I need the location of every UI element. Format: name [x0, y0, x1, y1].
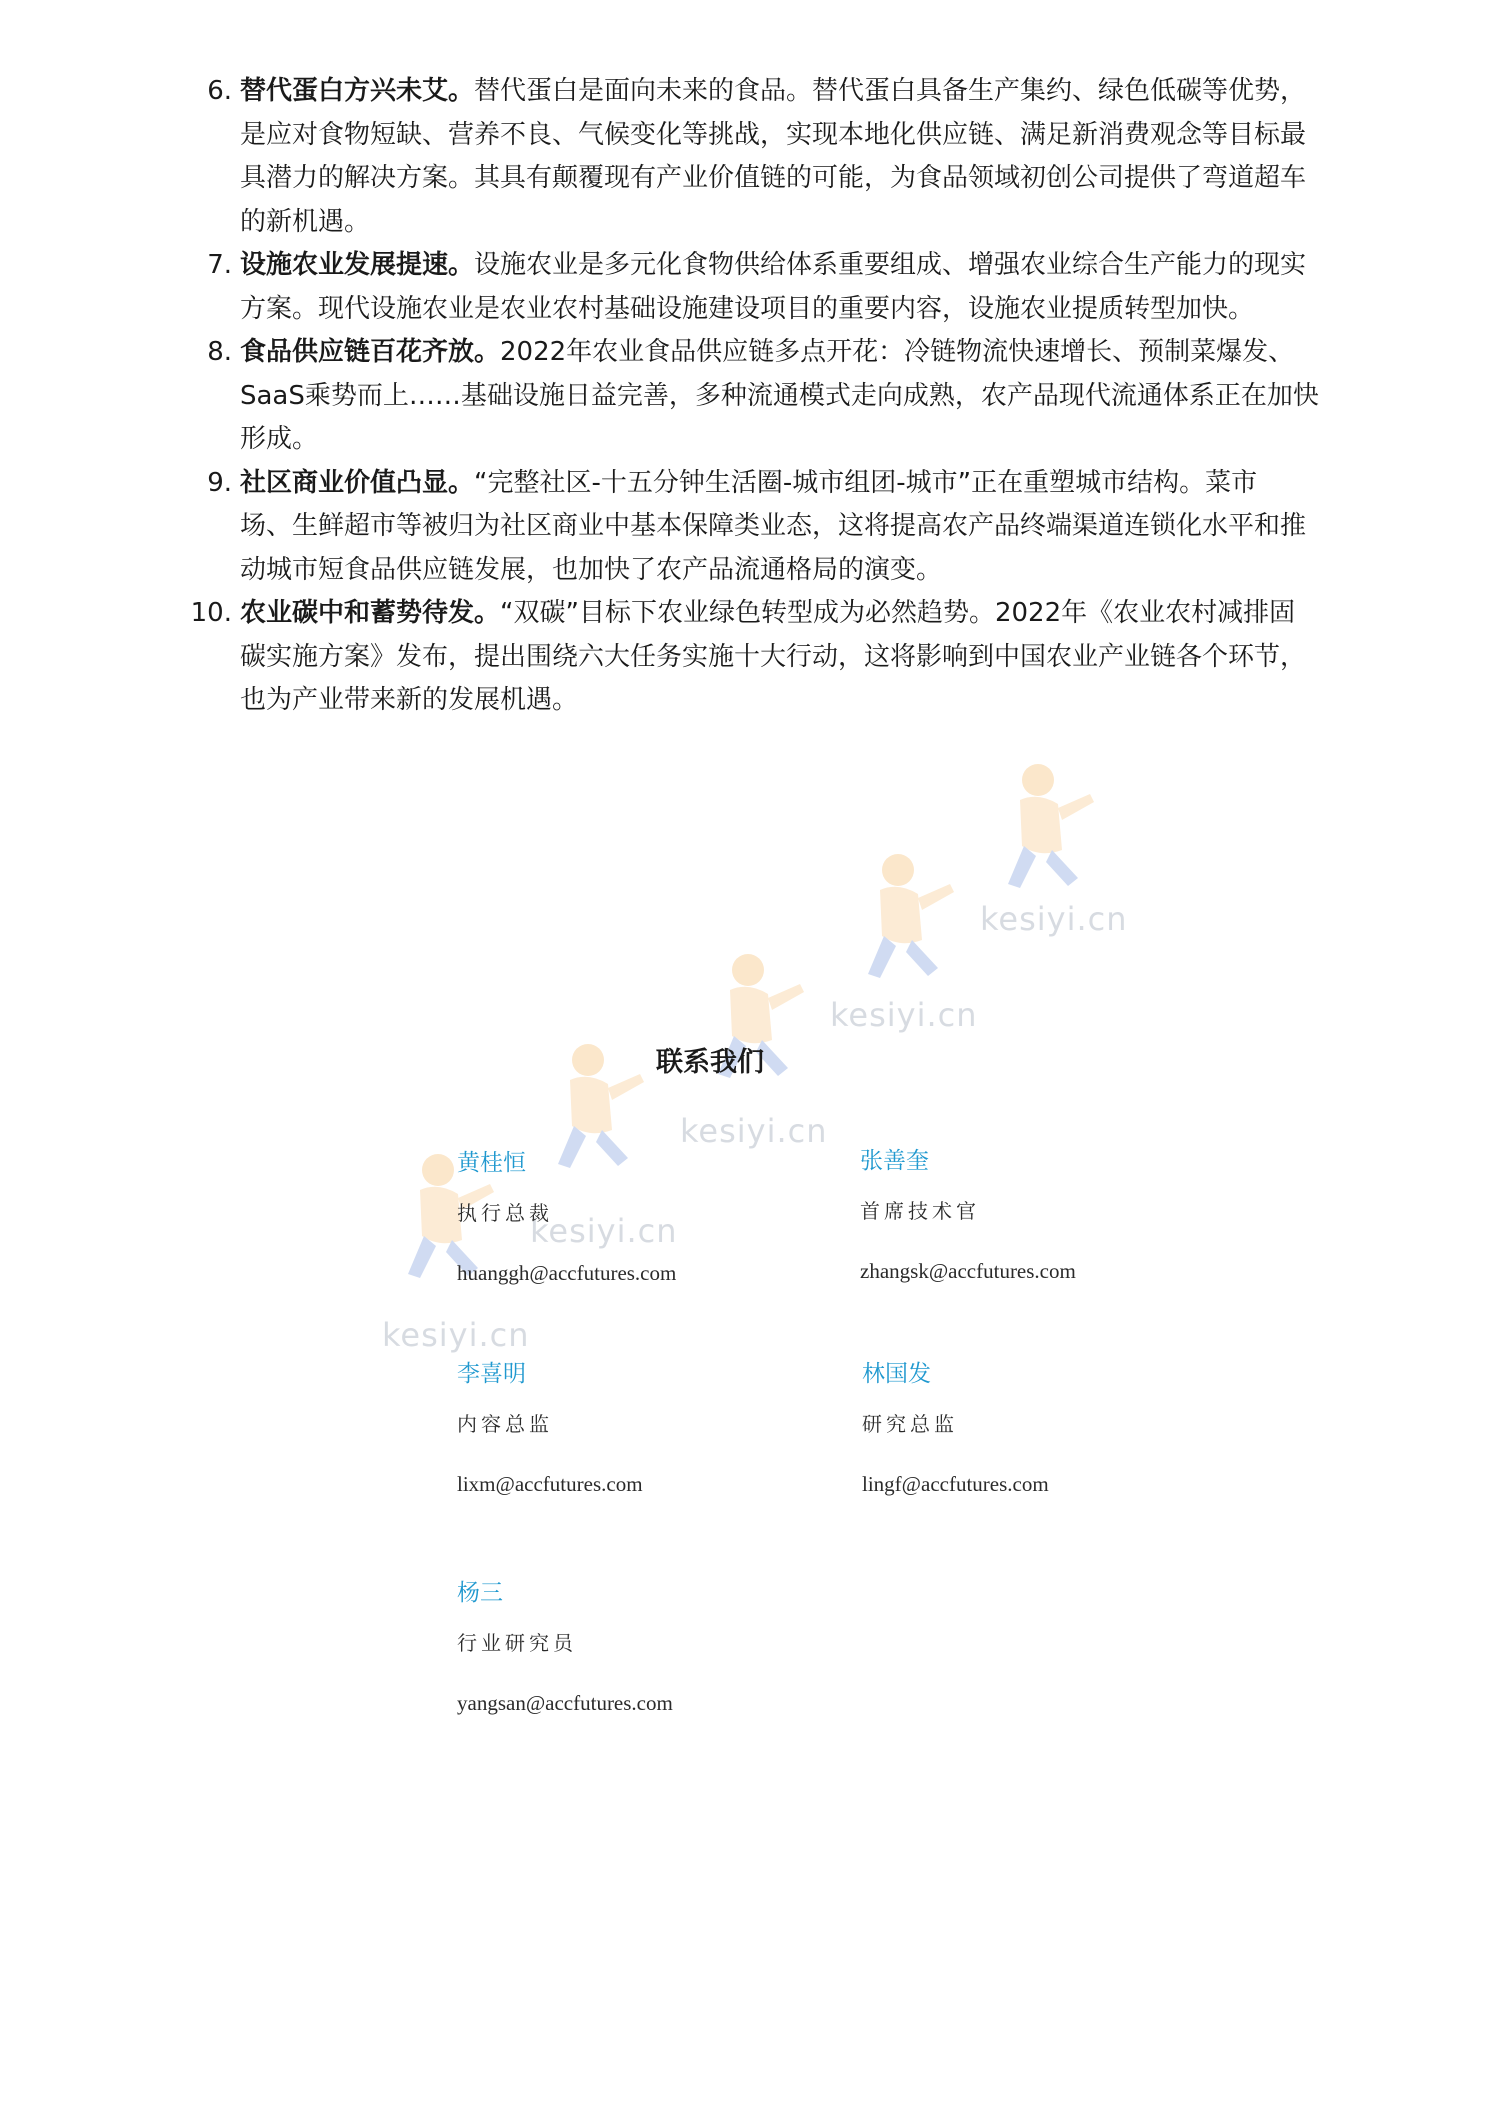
contact-card: [457, 1576, 777, 1718]
contact-name: 李喜明: [457, 1361, 526, 1387]
contact-email[interactable]: yangsan@accfutures.com: [457, 1691, 673, 1715]
list-item-text: 碳实施方案》发布，提出围绕六大任务实施十大行动，这将影响到中国农业产业链各个环节，: [240, 641, 1307, 672]
list-item: [160, 462, 1350, 593]
contact-title: 首席技术官: [860, 1199, 980, 1223]
contact-name: 林国发: [862, 1361, 931, 1387]
contact-email[interactable]: lixm@accfutures.com: [457, 1472, 643, 1496]
list-item-text: 的新机遇。: [240, 206, 371, 237]
contact-heading: 联系我们: [656, 1047, 764, 1078]
list-item-number: 8.: [207, 337, 232, 367]
list-item-number: 10.: [190, 598, 232, 628]
list-item-text: 替代蛋白是面向未来的食品。替代蛋白具备生产集约、绿色低碳等优势，: [474, 76, 1307, 106]
list-item-text: “完整社区-十五分钟生活圈-城市组团-城市”正在重塑城市结构。菜市: [474, 467, 1258, 498]
list-item-text: 形成。: [240, 424, 319, 454]
list-item-text: “双碳”目标下农业绿色转型成为必然趋势。2022年《农业农村减排固: [500, 598, 1296, 628]
list-item-number: 9.: [207, 467, 232, 498]
list-item-text: 设施农业是多元化食物供给体系重要组成、增强农业综合生产能力的现实: [474, 250, 1307, 280]
list-item-number: 6.: [207, 76, 232, 106]
list-item-text: 场、生鲜超市等被归为社区商业中基本保障类业态，这将提高农产品终端渠道连锁化水平和推: [240, 511, 1307, 541]
list-item-title: 设施农业发展提速。: [240, 250, 475, 280]
contact-name: 杨三: [457, 1580, 503, 1606]
list-item-title: 农业碳中和蓄势待发。: [240, 598, 501, 628]
list-item-title: 食品供应链百花齐放。: [240, 337, 501, 367]
list-item: [160, 70, 1350, 244]
list-item: [160, 331, 1350, 462]
watermark-text: kesiyi.cn: [530, 1212, 678, 1250]
list-item: [160, 592, 1350, 723]
contact-card: [860, 1144, 1180, 1286]
watermark-text: kesiyi.cn: [680, 1112, 828, 1150]
watermark-text: kesiyi.cn: [830, 996, 978, 1034]
list-item-text: SaaS乘势而上……基础设施日益完善，多种流通模式走向成熟，农产品现代流通体系正在加快: [240, 380, 1319, 411]
contact-name: 黄桂恒: [457, 1150, 526, 1176]
watermark-text: kesiyi.cn: [980, 900, 1128, 938]
list-item-text: 也为产业带来新的发展机遇。: [240, 685, 579, 715]
trend-list: [160, 70, 1350, 723]
list-item-text: 动城市短食品供应链发展，也加快了农产品流通格局的演变。: [240, 554, 943, 585]
list-item-text: 是应对食物短缺、营养不良、气候变化等挑战，实现本地化供应链、满足新消费观念等目标最: [240, 119, 1307, 150]
contact-card: [457, 1146, 777, 1288]
list-item-text: 具潜力的解决方案。其具有颠覆现有产业价值链的可能，为食品领域初创公司提供了弯道超车: [240, 163, 1307, 193]
contact-title: 执行总裁: [457, 1201, 553, 1225]
contact-email[interactable]: huanggh@accfutures.com: [457, 1261, 677, 1285]
contact-title: 行业研究员: [457, 1631, 577, 1655]
contact-email[interactable]: lingf@accfutures.com: [862, 1472, 1049, 1496]
list-item-title: 社区商业价值凸显。: [240, 467, 475, 498]
list-item: [160, 244, 1350, 331]
contact-card: [862, 1357, 1182, 1499]
contact-email[interactable]: zhangsk@accfutures.com: [860, 1259, 1076, 1283]
contact-title: 内容总监: [457, 1412, 553, 1436]
contact-name: 张善奎: [860, 1148, 929, 1174]
contact-title: 研究总监: [862, 1412, 958, 1436]
contact-card: [457, 1357, 777, 1499]
list-item-text: 2022年农业食品供应链多点开花：冷链物流快速增长、预制菜爆发、: [500, 337, 1295, 367]
watermark-text: kesiyi.cn: [382, 1316, 530, 1354]
list-item-text: 方案。现代设施农业是农业农村基础设施建设项目的重要内容，设施农业提质转型加快。: [240, 293, 1255, 324]
list-item-title: 替代蛋白方兴未艾。: [240, 76, 475, 106]
list-item-number: 7.: [207, 250, 232, 280]
